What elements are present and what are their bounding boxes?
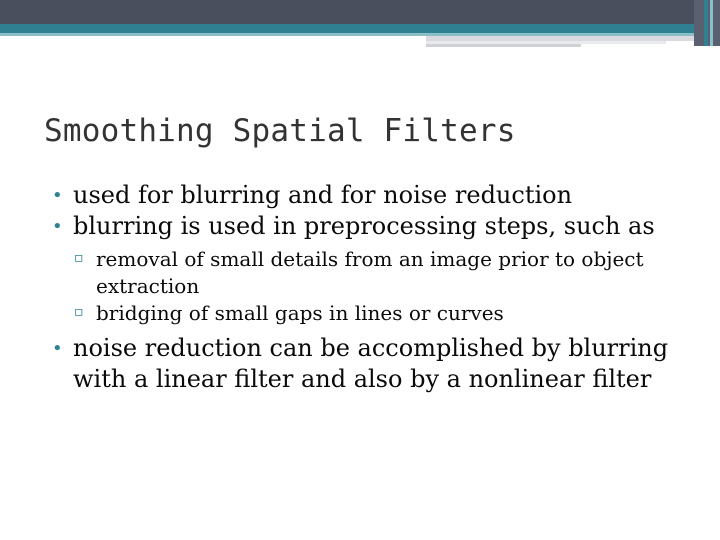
header-band-dark [0,0,720,24]
header-band-grey-short [426,44,581,47]
sub-bullet-text: bridging of small gaps in lines or curves [96,301,504,325]
bullet-item [52,180,692,211]
header-band-teal [0,24,694,33]
bullet-text: noise reduction can be accomplished by blurring with a linear filter and also by a nonlinear filter [73,334,669,393]
slide-title: Smoothing Spatial Filters [44,113,516,149]
sub-bullet-item [52,246,692,300]
sub-bullet-text: removal of small details from an image prior to object extraction [96,247,644,298]
sub-bullet-square-icon: ▫ [74,250,84,266]
bullet-text: used for blurring and for noise reduction [73,181,573,209]
sub-bullet-square-icon: ▫ [74,304,84,320]
bullet-dot-icon: • [52,216,63,237]
bullet-text: blurring is used in preprocessing steps, such as [73,212,655,240]
slide-body [52,180,692,395]
sub-bullet-item [52,300,692,327]
header-corner-stripe-teal [704,0,708,46]
bullet-dot-icon: • [52,338,63,359]
header-corner-stripe-light [710,0,713,46]
bullet-item [52,211,692,242]
bullet-item [52,333,692,395]
bullet-dot-icon: • [52,185,63,206]
